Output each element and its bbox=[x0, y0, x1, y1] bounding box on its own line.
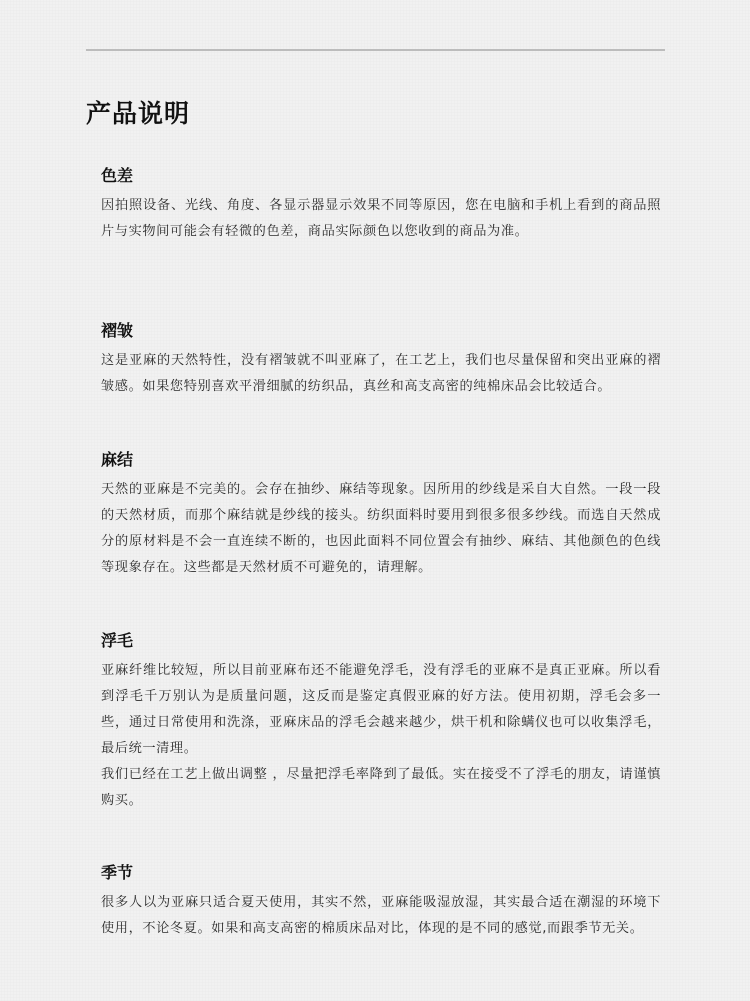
section-paragraph: 因拍照设备、光线、角度、各显示器显示效果不同等原因，您在电脑和手机上看到的商品照片与实物间可能会有轻微的色差，商品实际颜色以您收到的商品为准。 bbox=[101, 198, 661, 239]
section-heading: 季节 bbox=[101, 863, 134, 882]
section-body bbox=[101, 890, 661, 942]
section-wrinkles bbox=[101, 320, 661, 400]
section-season bbox=[101, 862, 661, 942]
section-lint bbox=[101, 630, 661, 814]
section-paragraph: 这是亚麻的天然特性，没有褶皱就不叫亚麻了，在工艺上，我们也尽量保留和突出亚麻的褶皱感。如果您特别喜欢平滑细腻的纺织品，真丝和高支高密的纯棉床品会比较适合。 bbox=[101, 353, 661, 394]
section-heading: 浮毛 bbox=[101, 631, 134, 650]
top-divider bbox=[86, 49, 665, 51]
section-paragraph: 天然的亚麻是不完美的。会存在抽纱、麻结等现象。因所用的纱线是采自大自然。一段一段的天然材质，而那个麻结就是纱线的接头。纺织面料时要用到很多很多纱线。而选自天然成分的原材料是不会一直连续不断的，也因此面料不同位置会有抽纱、麻结、其他颜色的色线等现象存在。这些都是天然材质不可避免的，请理解。 bbox=[101, 482, 661, 575]
section-color-difference bbox=[101, 165, 661, 245]
section-paragraph: 很多人以为亚麻只适合夏天使用，其实不然，亚麻能吸湿放湿，其实最合适在潮湿的环境下使用，不论冬夏。如果和高支高密的棉质床品对比，体现的是不同的感觉,而跟季节无关。 bbox=[101, 895, 661, 936]
section-heading: 麻结 bbox=[101, 450, 134, 469]
page-title: 产品说明 bbox=[86, 98, 191, 128]
section-body bbox=[101, 193, 661, 245]
section-paragraph: 亚麻纤维比较短，所以目前亚麻布还不能避免浮毛，没有浮毛的亚麻不是真正亚麻。所以看到浮毛千万别认为是质量问题，这反而是鉴定真假亚麻的好方法。使用初期，浮毛会多一些，通过日常使用和洗涤，亚麻床品的浮毛会越来越少，烘干机和除螨仪也可以收集浮毛，最后统一清理。 bbox=[101, 663, 661, 756]
section-body bbox=[101, 477, 661, 581]
section-body bbox=[101, 658, 661, 814]
section-paragraph: 我们已经在工艺上做出调整 ，尽量把浮毛率降到了最低。实在接受不了浮毛的朋友，请谨慎购买。 bbox=[101, 767, 661, 808]
section-body bbox=[101, 348, 661, 400]
section-heading: 色差 bbox=[101, 166, 134, 185]
section-slubs bbox=[101, 449, 661, 581]
section-heading: 褶皱 bbox=[101, 321, 134, 340]
